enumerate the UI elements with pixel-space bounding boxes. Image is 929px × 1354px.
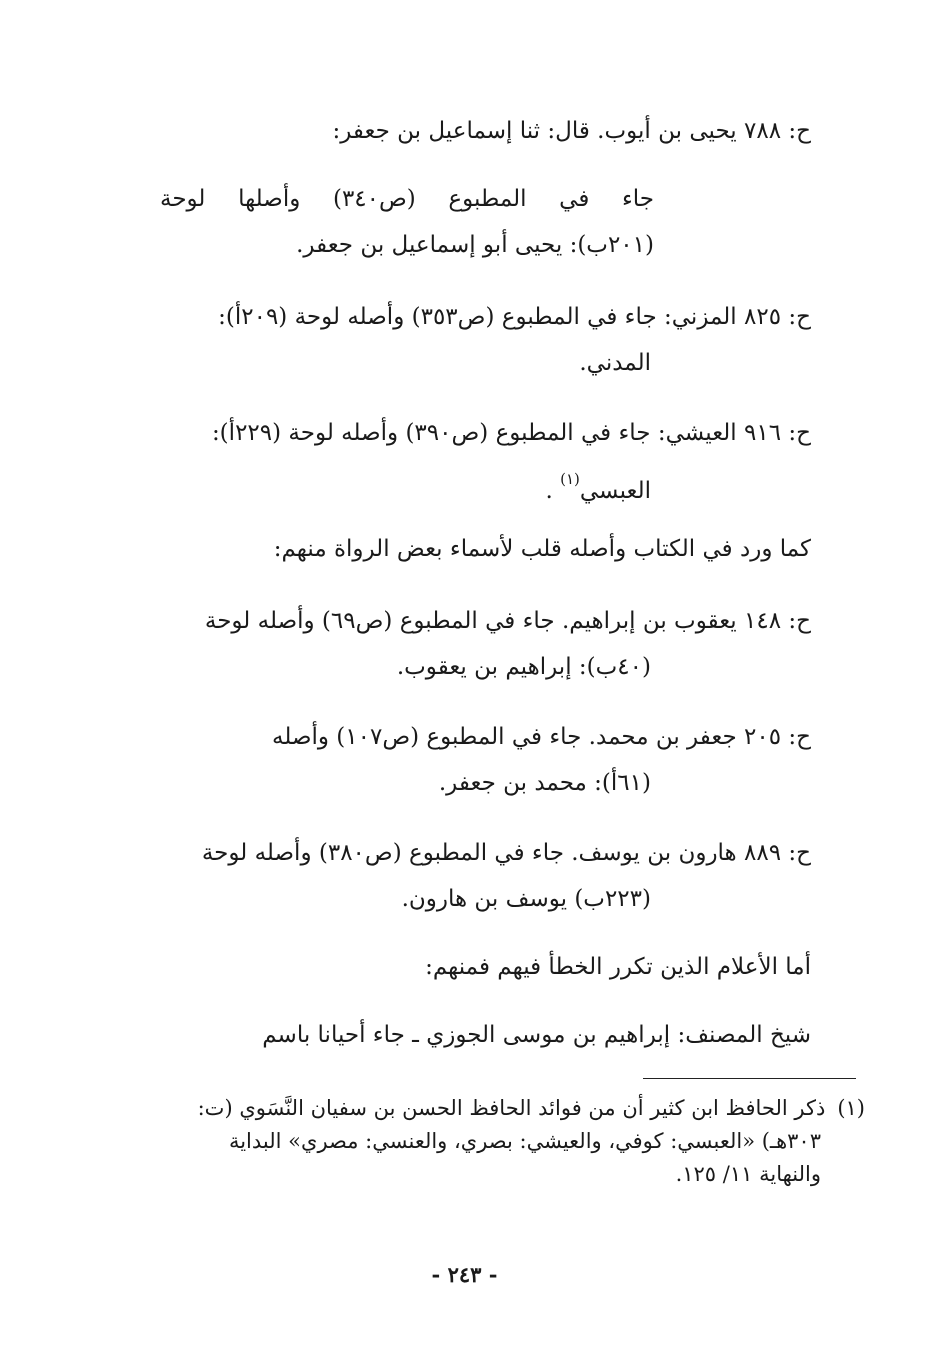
entry-148 [160, 598, 811, 690]
entry-788-continuation [160, 176, 654, 268]
entry-line: شيخ المصنف: إبراهيم بن موسى الجوزي ـ جاء أحيانا باسم [262, 1022, 811, 1048]
entry-line: ح: ١٤٨ يعقوب بن إبراهيم. جاء في المطبوع (ص٦٩) وأصله لوحة [204, 608, 811, 634]
entry-line: ح: ٨٨٩ هارون بن يوسف. جاء في المطبوع (ص٣٨٠) وأصله لوحة [201, 840, 811, 866]
section-intro-repeated-errors [160, 944, 811, 990]
entry-205 [160, 714, 811, 806]
entry-line: (٢٢٣ب) يوسف بن هارون. [401, 886, 651, 912]
footnote-line [165, 1092, 865, 1125]
page-number: - ٢٤٣ - [431, 1262, 498, 1287]
section-intro-reversed-names [160, 526, 811, 572]
entry-889 [160, 830, 811, 922]
entry-author-sheikh [160, 1012, 811, 1058]
entry-line [160, 222, 654, 268]
entry-line-text: العبسي [579, 478, 651, 504]
footnote-reference[interactable]: (١) [560, 470, 580, 488]
footnote-divider [643, 1078, 856, 1079]
entry-788 [160, 108, 811, 154]
footnote-marker: (١) [837, 1096, 865, 1120]
entry-916 [160, 410, 811, 514]
entry-line-trailing: . [545, 478, 553, 504]
footnote-text: ذكر الحافظ ابن كثير أن من فوائد الحافظ الحسن بن سفيان النَّسَوي (ت: [197, 1096, 826, 1120]
entry-line: ح: ٧٨٨ يحيى بن أيوب. قال: ثنا إسماعيل بن جعفر: [332, 118, 811, 144]
entry-line: (٤٠ب): إبراهيم بن يعقوب. [396, 654, 651, 680]
entry-line: ح: ٢٠٥ جعفر بن محمد. جاء في المطبوع (ص١٠٧) وأصله [272, 724, 811, 750]
entry-line: جاء في المطبوع (ص٣٤٠) وأصلها لوحة [160, 186, 654, 212]
entry-line: كما ورد في الكتاب وأصله قلب لأسماء بعض الرواة منهم: [273, 536, 811, 562]
entry-line: ح: ٩١٦ العيشي: جاء في المطبوع (ص٣٩٠) وأصله لوحة (٢٢٩أ): [211, 420, 811, 446]
entry-825 [160, 294, 811, 386]
footnote-line: ٣٠٣هـ) «العبسي: كوفي، والعيشي: بصري، والعنسي: مصري» البداية [228, 1129, 821, 1153]
entry-line: (٦١أ): محمد بن جعفر. [438, 770, 651, 796]
entry-line: ح: ٨٢٥ المزني: جاء في المطبوع (ص٣٥٣) وأصله لوحة (٢٠٩أ): [218, 304, 811, 330]
entry-line: المدني. [579, 350, 651, 376]
footnote-line: والنهاية ١١/ ١٢٥. [675, 1162, 821, 1186]
entry-line [160, 456, 811, 514]
entry-line: أما الأعلام الذين تكرر الخطأ فيهم فمنهم: [425, 954, 811, 980]
entry-line-text: (٢٠١ب): يحيى أبو إسماعيل بن جعفر. [296, 232, 654, 258]
footnote [165, 1092, 865, 1191]
